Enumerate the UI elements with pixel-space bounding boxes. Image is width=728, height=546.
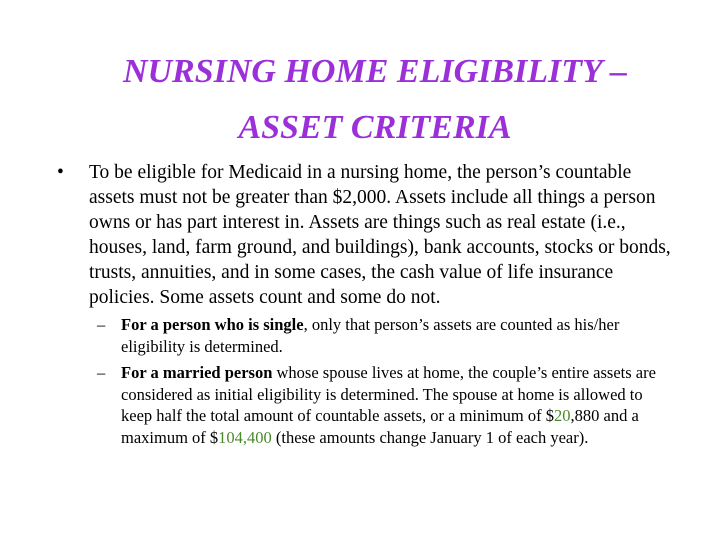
sub-bullet-single-rest: , only that person’s assets are counted as his/her eligibility is determined. — [121, 315, 620, 356]
sub-bullet-married-lead: For a married person — [121, 363, 273, 382]
sub-bullet-married-part-2: ,880 and a maximum of $ — [121, 406, 639, 447]
sub-bullet-marker: – — [97, 315, 106, 334]
minimum-amount-highlight: 20 — [554, 406, 571, 425]
sub-bullet-single-text — [121, 314, 677, 357]
sub-bullet-marker: – — [97, 363, 106, 382]
slide-title — [60, 44, 690, 156]
sub-bullet-married-part-1: whose spouse lives at home, the couple’s entire assets are considered as initial eligibility is determined. The spouse at home is allowed to keep half the total amount of countable assets, or a minimum of $ — [121, 363, 656, 425]
bullet-marker: • — [57, 162, 64, 183]
slide-title-line-1: NURSING HOME ELIGIBILITY – — [122, 53, 628, 90]
maximum-amount-highlight: 104,400 — [218, 427, 272, 447]
main-bullet — [57, 160, 677, 310]
sub-bullet-single — [97, 314, 677, 357]
main-bullet-text: To be eligible for Medicaid in a nursing home, the person’s countable assets must not be greater than $2,000. Assets include all things a person owns or has part interest in. Assets are things such as real estate (i.e., houses, land, farm ground, and buildings), bank accounts, stocks or bonds, trusts, annuities, and in some cases, the cash value of life insurance policies. Some assets count and some do not. — [89, 162, 671, 308]
sub-bullet-married-text — [121, 362, 677, 448]
sub-bullet-married-part-3: (these amounts change January 1 of each year). — [271, 427, 589, 447]
sub-bullet-married — [97, 362, 677, 448]
slide-title-line-2: ASSET CRITERIA — [238, 109, 512, 146]
sub-bullet-single-lead: For a person who is single — [121, 315, 304, 334]
